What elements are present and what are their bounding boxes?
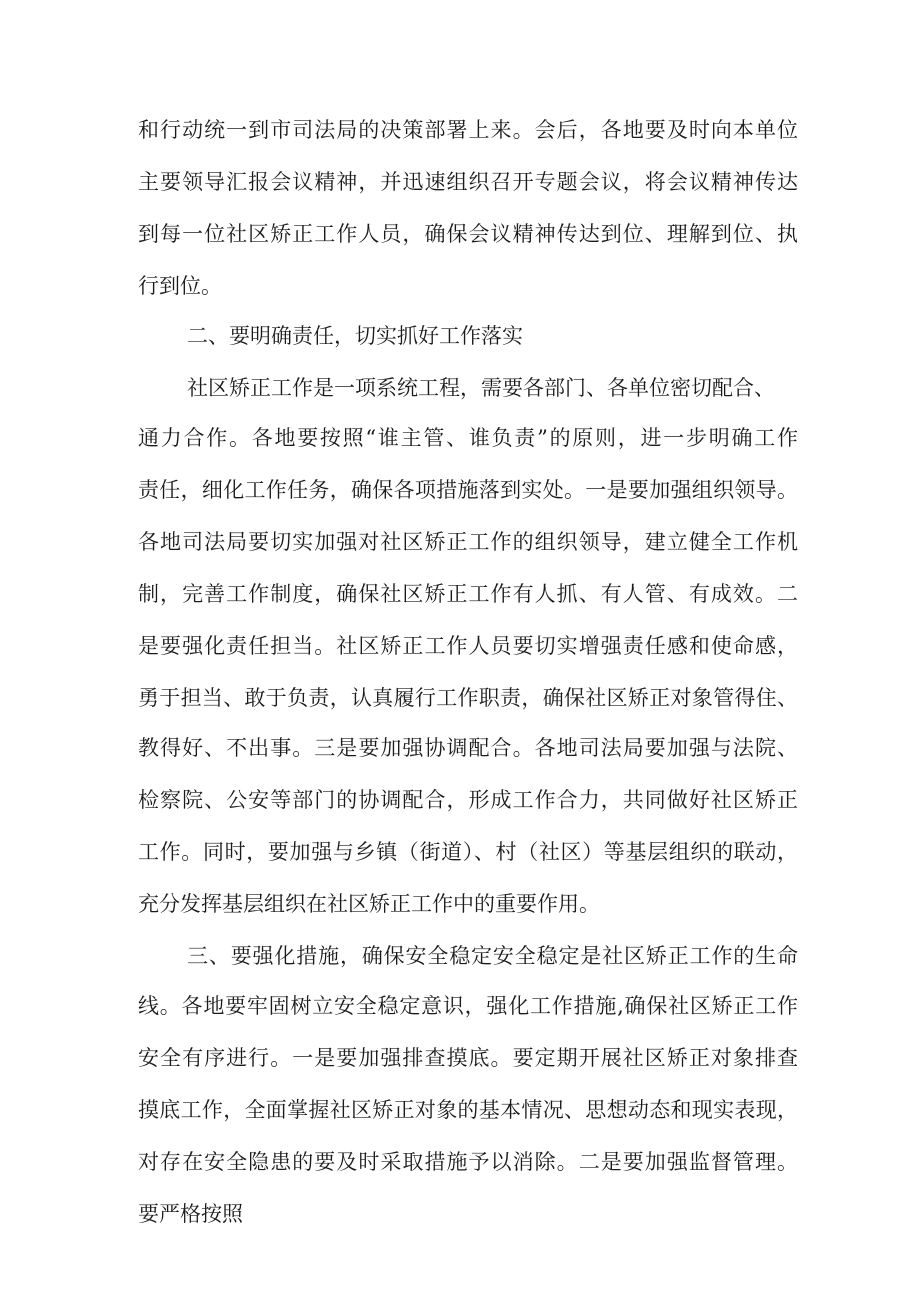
- paragraph-line: 勇于担当、敢于负责，认真履行工作职责，确保社区矫正对象管得住、: [138, 686, 798, 710]
- paragraph-line: 充分发挥基层组织在社区矫正工作中的重要作用。: [138, 892, 600, 916]
- section-heading-3: 三、要强化措施，确保安全稳定安全稳定是社区矫正工作的生命: [187, 944, 798, 968]
- paragraph-line: 要严格按照: [138, 1202, 243, 1226]
- paragraph-line: 是要强化责任担当。社区矫正工作人员要切实增强责任感和使命感，: [138, 634, 798, 658]
- paragraph-line: 检察院、公安等部门的协调配合，形成工作合力，共同做好社区矫正: [138, 788, 798, 812]
- paragraph-line: 教得好、不出事。三是要加强协调配合。各地司法局要加强与法院、: [138, 736, 798, 760]
- paragraph-line: 对存在安全隐患的要及时采取措施予以消除。二是要加强监督管理。: [138, 1150, 798, 1174]
- paragraph-line: 安全有序进行。一是要加强排查摸底。要定期开展社区矫正对象排查: [138, 1046, 798, 1070]
- paragraph-line: 线。各地要牢固树立安全稳定意识，强化工作措施,确保社区矫正工作: [138, 994, 798, 1018]
- paragraph-line: 工作。同时，要加强与乡镇（街道）、村（社区）等基层组织的联动，: [138, 840, 798, 864]
- section-heading-2: 二、要明确责任，切实抓好工作落实: [187, 324, 523, 348]
- paragraph-line: 责任，细化工作任务，确保各项措施落到实处。一是要加强组织领导。: [138, 478, 798, 502]
- paragraph-line: 各地司法局要切实加强对社区矫正工作的组织领导，建立健全工作机: [138, 530, 798, 554]
- paragraph-line: 主要领导汇报会议精神，并迅速组织召开专题会议，将会议精神传达: [138, 170, 798, 194]
- paragraph-line: 和行动统一到市司法局的决策部署上来。会后，各地要及时向本单位: [138, 118, 798, 142]
- paragraph-line: 到每一位社区矫正工作人员，确保会议精神传达到位、理解到位、执: [138, 222, 798, 246]
- paragraph-line: 摸底工作，全面掌握社区矫正对象的基本情况、思想动态和现实表现，: [138, 1098, 798, 1122]
- paragraph-line: 社区矫正工作是一项系统工程，需要各部门、各单位密切配合、: [187, 376, 775, 400]
- paragraph-line: 行到位。: [138, 274, 222, 298]
- paragraph-line: 通力合作。各地要按照“谁主管、谁负责”的原则，进一步明确工作: [138, 426, 798, 450]
- paragraph-line: 制，完善工作制度，确保社区矫正工作有人抓、有人管、有成效。二: [138, 582, 798, 606]
